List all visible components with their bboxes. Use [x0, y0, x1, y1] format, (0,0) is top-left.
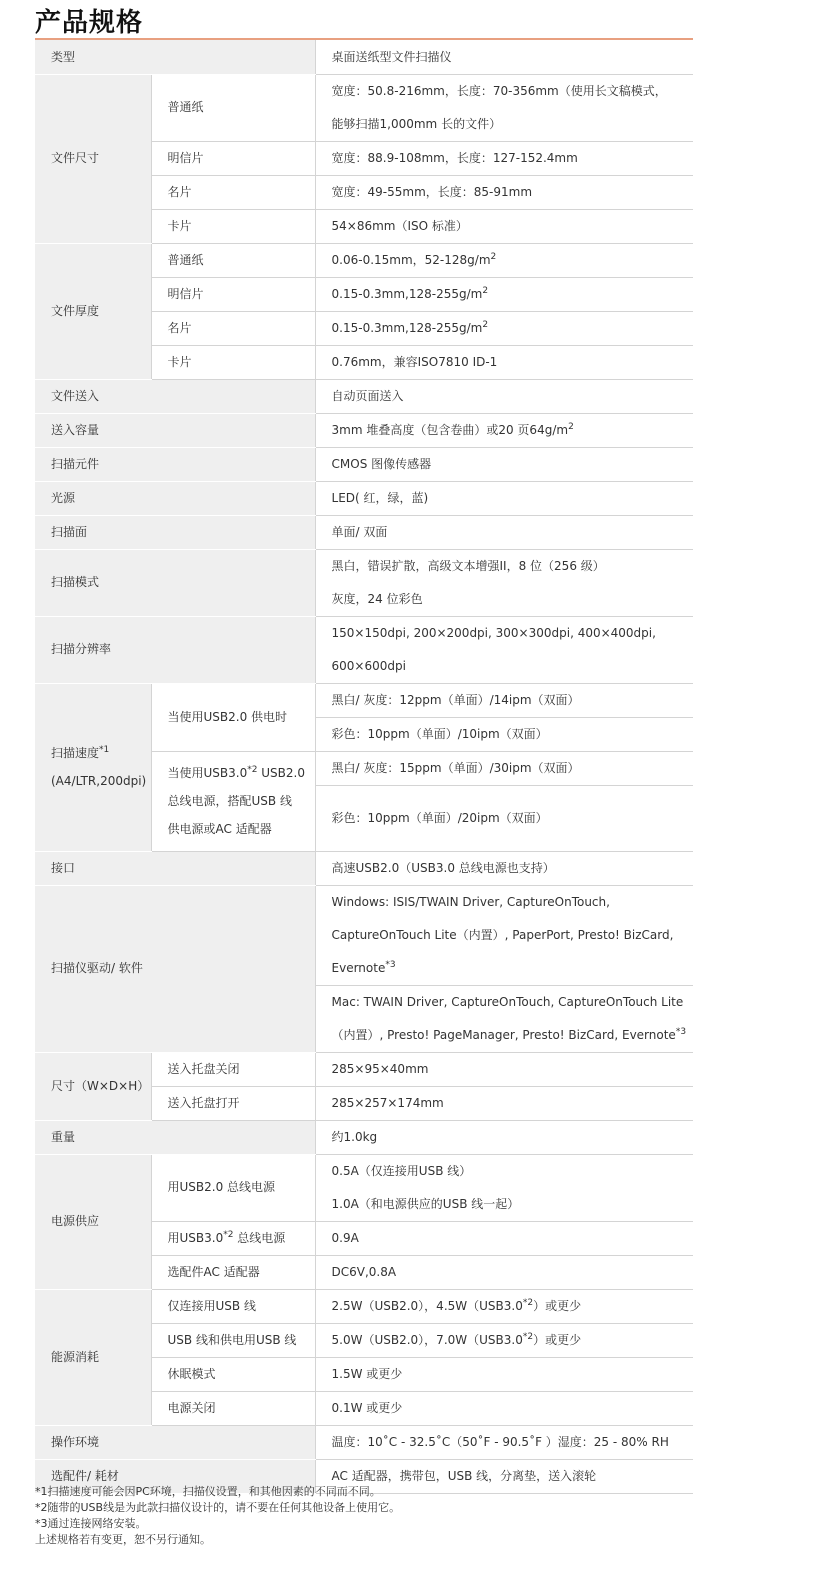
footnotes — [35, 1484, 695, 1548]
spec-sublabel — [151, 1357, 315, 1391]
table-row — [35, 1289, 693, 1323]
spec-label — [35, 243, 151, 379]
spec-value — [315, 751, 693, 785]
cell-line — [332, 550, 694, 583]
cell-text: 黑白，错误扩散，高级文本增强II，8 位（256 级） — [331, 558, 605, 573]
cell-text: 能源消耗 — [51, 1349, 100, 1364]
cell-text: LED( 红，绿，蓝) — [331, 490, 429, 505]
cell-line — [332, 986, 694, 1019]
superscript: *2 — [522, 1331, 534, 1342]
footnote: 上述规格若有变更，恕不另行通知。 — [35, 1533, 211, 1546]
cell-text: 用USB2.0 总线电源 — [167, 1180, 276, 1195]
cell-text: 1.0A（和电源供应的USB 线一起） — [331, 1196, 520, 1211]
cell-text: 扫描面 — [51, 524, 88, 539]
footnote: *2随带的USB线是为此款扫描仪设计的，请不要在任何其他设备上使用它。 — [35, 1501, 401, 1514]
superscript: *1 — [99, 745, 110, 755]
spec-sublabel — [151, 175, 315, 209]
cell-text: Evernote — [331, 960, 386, 975]
cell-text: 黑白/ 灰度：15ppm（单面）/30ipm（双面） — [331, 760, 580, 775]
spec-value — [315, 1323, 693, 1357]
cell-line — [168, 787, 315, 815]
cell-text: 0.5A（仅连接用USB 线） — [331, 1163, 472, 1178]
cell-text: 电源关闭 — [167, 1400, 216, 1415]
spec-sublabel — [151, 1255, 315, 1289]
spec-label — [35, 413, 315, 447]
cell-text: 彩色：10ppm（单面）/20ipm（双面） — [331, 810, 548, 825]
cell-line — [332, 1019, 694, 1052]
spec-value — [315, 141, 693, 175]
cell-text: 名片 — [167, 184, 192, 199]
spec-value — [315, 885, 693, 985]
cell-text: 选配件/ 耗材 — [51, 1468, 119, 1483]
cell-text-tail: ）或更少 — [533, 1298, 582, 1313]
cell-line — [332, 75, 694, 108]
superscript: *3 — [385, 959, 396, 970]
cell-text: 宽度：88.9-108mm，长度：127-152.4mm — [331, 150, 578, 165]
superscript: 2 — [482, 285, 489, 296]
superscript: 2 — [490, 251, 497, 262]
spec-value — [315, 785, 693, 851]
spec-value — [315, 1154, 693, 1221]
spec-value — [315, 311, 693, 345]
cell-text-tail: 总线电源 — [233, 1230, 286, 1245]
cell-line — [51, 739, 151, 767]
spec-value — [315, 549, 693, 616]
cell-text: 约1.0kg — [331, 1129, 378, 1144]
spec-value — [315, 985, 693, 1052]
cell-text: 0.15-0.3mm,128-255g/m — [331, 320, 483, 335]
superscript: *2 — [223, 1229, 234, 1240]
cell-text: 黑白/ 灰度：12ppm（单面）/14ipm（双面） — [331, 692, 580, 707]
spec-value — [315, 413, 693, 447]
spec-sublabel — [151, 311, 315, 345]
spec-label — [35, 1425, 315, 1459]
spec-value — [315, 1120, 693, 1154]
cell-text: 扫描速度 — [51, 746, 100, 760]
table-row — [35, 243, 693, 277]
spec-value — [315, 243, 693, 277]
spec-value — [315, 1425, 693, 1459]
cell-text: AC 适配器，携带包，USB 线，分离垫，送入滚轮 — [331, 1468, 597, 1483]
cell-text: 1.5W 或更少 — [331, 1366, 403, 1381]
cell-text: 当使用USB3.0 — [167, 766, 248, 780]
superscript: *3 — [675, 1026, 687, 1037]
cell-text: 送入托盘打开 — [167, 1095, 240, 1110]
cell-text: Mac: TWAIN Driver, CaptureOnTouch, CaptureOnTouch Lite — [331, 994, 684, 1009]
cell-text: 扫描模式 — [51, 575, 100, 590]
cell-text: 当使用USB2.0 供电时 — [167, 709, 288, 724]
spec-sublabel — [151, 1052, 315, 1086]
cell-text: 0.9A — [331, 1230, 359, 1245]
table-row — [35, 1120, 693, 1154]
spec-sublabel — [151, 243, 315, 277]
table-row — [35, 74, 693, 141]
spec-label — [35, 40, 315, 74]
table-row — [35, 1425, 693, 1459]
spec-value — [315, 1289, 693, 1323]
spec-value — [315, 1052, 693, 1086]
spec-sublabel — [151, 1323, 315, 1357]
cell-text: 总线电源，搭配USB 线 — [167, 794, 292, 808]
table-row — [35, 683, 693, 717]
cell-text: CaptureOnTouch Lite（内置）, PaperPort, Presto! BizCard, — [331, 927, 674, 942]
spec-label — [35, 683, 151, 851]
table-row — [35, 885, 693, 985]
spec-label — [35, 379, 315, 413]
spec-label — [35, 1154, 151, 1289]
cell-line — [332, 919, 694, 952]
cell-text: 285×95×40mm — [331, 1061, 429, 1076]
cell-text: 0.76mm，兼容ISO7810 ID-1 — [331, 354, 498, 369]
footnote: *3通过连接网络安装。 — [35, 1517, 147, 1530]
cell-text: 用USB3.0 — [167, 1230, 224, 1245]
spec-label — [35, 481, 315, 515]
cell-text: 电源供应 — [51, 1214, 100, 1229]
cell-text: 宽度：50.8-216mm，长度：70-356mm（使用长文稿模式， — [331, 83, 667, 98]
cell-text: 桌面送纸型文件扫描仪 — [331, 49, 452, 64]
spec-value — [315, 74, 693, 141]
cell-text: CMOS 图像传感器 — [331, 456, 432, 471]
spec-sublabel — [151, 1154, 315, 1221]
spec-value — [315, 481, 693, 515]
spec-sublabel — [151, 751, 315, 851]
cell-text: 54×86mm（ISO 标准） — [331, 218, 468, 233]
spec-value — [315, 209, 693, 243]
cell-text: 尺寸（W×D×H） — [51, 1078, 150, 1093]
spec-value — [315, 1086, 693, 1120]
superscript: 2 — [568, 421, 574, 432]
cell-text: 扫描元件 — [51, 456, 100, 471]
spec-value — [315, 1221, 693, 1255]
cell-text: 自动页面送入 — [331, 388, 404, 403]
table-row — [35, 549, 693, 616]
spec-sublabel — [151, 209, 315, 243]
cell-text: 文件尺寸 — [51, 151, 100, 166]
cell-text: DC6V,0.8A — [331, 1264, 397, 1279]
superscript: 2 — [482, 319, 489, 330]
spec-label — [35, 1120, 315, 1154]
cell-text: 单面/ 双面 — [331, 524, 388, 539]
cell-text: 普通纸 — [167, 100, 204, 115]
spec-label — [35, 885, 315, 1052]
spec-value — [315, 515, 693, 549]
cell-line — [332, 617, 694, 650]
cell-text-tail: USB2.0 — [257, 766, 305, 780]
spec-sublabel — [151, 277, 315, 311]
spec-table-body — [35, 40, 693, 1493]
spec-value — [315, 1357, 693, 1391]
cell-text: 卡片 — [167, 354, 192, 369]
cell-text-tail: ）或更少 — [533, 1332, 582, 1347]
spec-sublabel — [151, 1221, 315, 1255]
spec-sublabel — [151, 683, 315, 751]
cell-text: 明信片 — [167, 150, 204, 165]
cell-text: 选配件AC 适配器 — [167, 1264, 260, 1279]
cell-text: 接口 — [51, 860, 76, 875]
table-row — [35, 447, 693, 481]
spec-label — [35, 851, 315, 885]
cell-text: 扫描分辨率 — [51, 642, 112, 657]
cell-text: 2.5W（USB2.0），4.5W（USB3.0 — [331, 1298, 523, 1313]
spec-value — [315, 851, 693, 885]
cell-text: 150×150dpi, 200×200dpi, 300×300dpi, 400×400dpi, — [331, 625, 656, 640]
spec-sublabel — [151, 345, 315, 379]
cell-text: 休眠模式 — [167, 1366, 216, 1381]
cell-text: 操作环境 — [51, 1434, 100, 1449]
spec-value — [315, 40, 693, 74]
cell-text: Windows: ISIS/TWAIN Driver, CaptureOnTouch, — [331, 894, 610, 909]
cell-text: 送入托盘关闭 — [167, 1061, 240, 1076]
spec-value — [315, 717, 693, 751]
spec-label — [35, 1289, 151, 1425]
cell-text: 能够扫描1,000mm 长的文件） — [331, 116, 502, 131]
spec-value — [315, 277, 693, 311]
cell-text: 3mm 堆叠高度（包含卷曲）或20 页64g/m — [331, 422, 569, 437]
table-row — [35, 481, 693, 515]
cell-text: 文件送入 — [51, 388, 100, 403]
cell-text: 类型 — [51, 49, 76, 64]
cell-text: 明信片 — [167, 286, 204, 301]
spec-value — [315, 683, 693, 717]
cell-text: 285×257×174mm — [331, 1095, 444, 1110]
table-row — [35, 515, 693, 549]
table-row — [35, 851, 693, 885]
cell-text: 5.0W（USB2.0），7.0W（USB3.0 — [331, 1332, 523, 1347]
cell-text: USB 线和供电用USB 线 — [167, 1332, 297, 1347]
page-title: 产品规格 — [35, 8, 144, 38]
cell-line — [168, 815, 315, 843]
spec-sublabel — [151, 141, 315, 175]
spec-sublabel — [151, 1391, 315, 1425]
spec-label — [35, 616, 315, 683]
spec-sublabel — [151, 1289, 315, 1323]
spec-label — [35, 515, 315, 549]
cell-line — [332, 583, 694, 616]
cell-text: 0.15-0.3mm,128-255g/m — [331, 286, 483, 301]
superscript: *2 — [522, 1297, 534, 1308]
cell-text: 送入容量 — [51, 422, 100, 437]
cell-text: 仅连接用USB 线 — [167, 1298, 256, 1313]
table-row — [35, 413, 693, 447]
spec-value — [315, 1255, 693, 1289]
cell-line — [51, 767, 151, 795]
spec-value — [315, 345, 693, 379]
spec-value — [315, 379, 693, 413]
spec-label — [35, 447, 315, 481]
cell-text: 温度：10˚C - 32.5˚C（50˚F - 90.5˚F ）湿度：25 - 80% RH — [331, 1434, 669, 1449]
cell-text: 名片 — [167, 320, 192, 335]
table-row — [35, 40, 693, 74]
cell-line — [332, 1188, 694, 1221]
table-row — [35, 1154, 693, 1221]
cell-line — [332, 1155, 694, 1188]
table-row — [35, 1052, 693, 1086]
spec-label — [35, 1052, 151, 1120]
cell-text: 扫描仪驱动/ 软件 — [51, 961, 143, 976]
spec-value — [315, 616, 693, 683]
cell-text: 宽度：49-55mm，长度：85-91mm — [331, 184, 533, 199]
cell-text: (A4/LTR,200dpi) — [51, 774, 147, 788]
cell-text: 重量 — [51, 1129, 76, 1144]
spec-table — [35, 40, 693, 1494]
cell-text: 0.06-0.15mm，52-128g/m — [331, 252, 491, 267]
superscript: *2 — [247, 765, 258, 775]
cell-text: （内置）, Presto! PageManager, Presto! BizCard, Evernote — [331, 1027, 676, 1042]
cell-line — [332, 886, 694, 919]
spec-sublabel — [151, 1086, 315, 1120]
cell-line — [332, 952, 694, 985]
cell-text: 0.1W 或更少 — [331, 1400, 403, 1415]
cell-line — [332, 650, 694, 683]
spec-value — [315, 447, 693, 481]
cell-text: 彩色：10ppm（单面）/10ipm（双面） — [331, 726, 548, 741]
cell-text: 灰度，24 位彩色 — [331, 591, 423, 606]
spec-value — [315, 1391, 693, 1425]
cell-text: 光源 — [51, 490, 76, 505]
cell-line — [332, 108, 694, 141]
spec-sublabel — [151, 74, 315, 141]
table-row — [35, 379, 693, 413]
spec-label — [35, 549, 315, 616]
cell-line — [168, 759, 315, 787]
cell-text: 文件厚度 — [51, 303, 100, 318]
cell-text: 普通纸 — [167, 252, 204, 267]
cell-text: 卡片 — [167, 218, 192, 233]
spec-label — [35, 74, 151, 243]
table-row — [35, 616, 693, 683]
cell-text: 供电源或AC 适配器 — [167, 822, 272, 836]
cell-text: 高速USB2.0（USB3.0 总线电源也支持） — [331, 860, 555, 875]
spec-value — [315, 175, 693, 209]
footnote: *1扫描速度可能会因PC环境，扫描仪设置，和其他因素的不同而不同。 — [35, 1485, 381, 1498]
cell-text: 600×600dpi — [331, 658, 406, 673]
